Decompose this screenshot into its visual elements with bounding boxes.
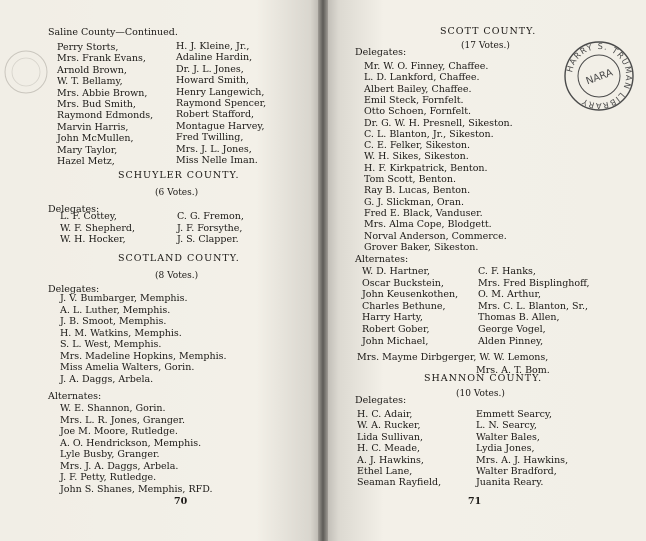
name-line: Howard Smith, (176, 75, 249, 87)
name-line: Hazel Metz, (57, 156, 115, 167)
name-line: Mrs. C. L. Blanton, Sr., (478, 300, 589, 312)
continued-header: Saline County—Continued. (48, 27, 178, 38)
name-line: Adaline Hardin, (176, 52, 253, 64)
name-line: Mrs. J. A. Daggs, Arbela. (60, 460, 179, 472)
name-line: C. E. Felker, Sikeston. (364, 140, 471, 152)
name-line: Miss Nelle Iman. (176, 155, 258, 166)
name-line: Walter Bradford, (476, 466, 557, 477)
name-line: J. V. Bumbarger, Memphis. (60, 293, 188, 304)
name-line: Thomas B. Allen, (478, 312, 560, 324)
name-line: Mrs. L. R. Jones, Granger. (60, 414, 186, 426)
name-line: John McMullen, (57, 133, 134, 145)
name-line: Lydia Jones, (476, 443, 535, 455)
name-line: John S. Shanes, Memphis, RFD. (60, 483, 213, 495)
name-line: L. F. Cottey, (60, 211, 117, 222)
name-line: L. D. Lankford, Chaffee. (364, 72, 480, 84)
name-line: J. A. Daggs, Arbela. (60, 373, 154, 385)
name-line: Dr. G. W. H. Presnell, Sikeston. (364, 117, 513, 129)
name-line: George Vogel, (478, 324, 546, 335)
faint-stamp-bleed (2, 48, 50, 96)
name-line: Mrs. A. J. Hawkins, (476, 454, 569, 466)
scotland-votes: (8 Votes.) (155, 271, 199, 281)
name-line: Otto Schoen, Fornfelt. (364, 106, 472, 118)
name-line: Fred E. Black, Vanduser. (364, 207, 483, 219)
schuyler-title: SCHUYLER COUNTY. (118, 170, 240, 181)
name-line: Fred Twilling, (176, 132, 244, 144)
name-line: Henry Langewich, (176, 86, 265, 98)
name-line: A. O. Hendrickson, Memphis. (60, 437, 202, 449)
name-line: Oscar Buckstein, (362, 277, 444, 289)
name-line: Emil Steck, Fornfelt. (364, 94, 464, 106)
name-line: W. A. Rucker, (357, 420, 421, 432)
name-line: J. S. Clapper. (177, 234, 239, 246)
library-stamp (563, 40, 635, 112)
name-line: C. F. Hanks, (478, 266, 536, 277)
name-line: Dr. J. L. Jones, (176, 63, 244, 75)
name-line: Marvin Harris, (57, 121, 129, 133)
name-line: Emmett Searcy, (476, 409, 553, 420)
name-line: Perry Storts, (57, 42, 119, 53)
name-line: Raymond Edmonds, (57, 110, 154, 122)
page-number-left: 70 (174, 496, 188, 507)
name-line: Montague Harvey, (176, 120, 265, 132)
name-line: Miss Amelia Walters, Gorin. (60, 362, 195, 373)
page-number-right: 71 (468, 496, 482, 507)
name-line: W. D. Hartner, (362, 266, 431, 277)
name-line: J. F. Petty, Rutledge. (60, 472, 157, 483)
name-line: Mrs. Alma Cope, Blodgett. (364, 219, 492, 231)
name-line: Charles Bethune, (362, 300, 446, 312)
name-line: Ray B. Lucas, Benton. (364, 185, 471, 197)
name-line: Mary Taylor, (57, 144, 118, 156)
scott-delegates-label: Delegates: (355, 47, 407, 58)
name-line: L. N. Searcy, (476, 420, 537, 432)
name-line: Norval Anderson, Commerce. (364, 230, 507, 242)
scotland-alternates-label: Alternates: (48, 391, 102, 402)
name-line: Joe M. Moore, Rutledge. (60, 426, 178, 437)
name-line: Albert Bailey, Chaffee. (364, 83, 472, 95)
name-line: John Keusenkothen, (362, 289, 459, 301)
name-line: Lyle Busby, Granger. (60, 449, 160, 460)
name-line: A. L. Luther, Memphis. (60, 304, 171, 316)
name-line: J. F. Forsythe, (177, 222, 243, 234)
name-line: Robert Gober, (362, 324, 430, 335)
stamp-ring-text: HARRY S. TRUMAN LIBRARY (564, 40, 635, 112)
shannon-delegates-label: Delegates: (355, 395, 407, 406)
name-line: H. M. Watkins, Memphis. (60, 327, 182, 339)
name-line: A. J. Hawkins, (357, 454, 424, 466)
name-line: Arnold Brown, (57, 64, 127, 76)
name-line: Mrs. Fred Bisplinghoff, (478, 277, 590, 289)
name-line: Mrs. J. L. Jones, (176, 143, 252, 155)
name-line: Seaman Rayfield, (357, 477, 442, 489)
scott-votes: (17 Votes.) (461, 41, 510, 51)
name-line: H. J. Kleine, Jr., (176, 41, 250, 52)
name-line: C. L. Blanton, Jr., Sikeston. (364, 128, 494, 140)
name-line: Robert Stafford, (176, 109, 255, 121)
name-line: Tom Scott, Benton. (364, 174, 456, 185)
name-line: Juanita Reary. (476, 477, 544, 489)
name-line: Grover Baker, Sikeston. (364, 241, 479, 253)
name-line: Raymond Spencer, (176, 98, 267, 109)
scotland-title: SCOTLAND COUNTY. (118, 253, 240, 264)
name-line: Harry Harty, (362, 312, 423, 324)
scott-alternates-label: Alternates: (355, 254, 409, 265)
schuyler-votes: (6 Votes.) (155, 188, 199, 198)
name-line: C. G. Fremon, (177, 211, 244, 222)
name-line: Mrs. Madeline Hopkins, Memphis. (60, 350, 227, 362)
name-line: H. C. Adair, (357, 409, 413, 420)
name-line: S. L. West, Memphis. (60, 339, 162, 350)
name-line: Ethel Lane, (357, 466, 413, 477)
name-line: W. T. Bellamy, (57, 76, 123, 88)
name-line: O. M. Arthur, (478, 289, 542, 301)
name-line: John Michael, (362, 335, 429, 347)
schuyler-delegates-label: Delegates: (48, 204, 100, 215)
shannon-votes: (10 Votes.) (456, 389, 505, 399)
name-line: W. F. Shepherd, (60, 222, 136, 234)
name-line: H. F. Kirkpatrick, Benton. (364, 162, 488, 174)
scott-title: SCOTT COUNTY. (440, 26, 537, 37)
name-line: G. J. Slickman, Oran. (364, 196, 465, 208)
book-gutter (318, 0, 328, 541)
name-line: Mr. W. O. Finney, Chaffee. (364, 61, 489, 72)
scott-alternates-last-line: Mrs. Mayme Dirbgerger, W. W. Lemons, (357, 352, 549, 363)
name-line: Lida Sullivan, (357, 431, 424, 443)
name-line: W. E. Shannon, Gorin. (60, 403, 166, 414)
shannon-title: SHANNON COUNTY. (424, 373, 543, 384)
name-line: J. B. Smoot, Memphis. (60, 316, 167, 327)
stamp-center-text: NARA (584, 67, 615, 88)
name-line: W. H. Hocker, (60, 234, 126, 246)
name-line: Alden Pinney, (478, 335, 544, 347)
scotland-delegates-label: Delegates: (48, 284, 100, 295)
name-line: H. C. Meade, (357, 443, 421, 455)
name-line: Mrs. Frank Evans, (57, 53, 146, 65)
name-line: Mrs. Abbie Brown, (57, 87, 148, 99)
name-line: Walter Bales, (476, 431, 540, 443)
name-line: Mrs. Bud Smith, (57, 99, 136, 110)
name-line: W. H. Sikes, Sikeston. (364, 151, 469, 163)
scott-alternates-final: Mrs. A. T. Bom. (476, 365, 550, 376)
